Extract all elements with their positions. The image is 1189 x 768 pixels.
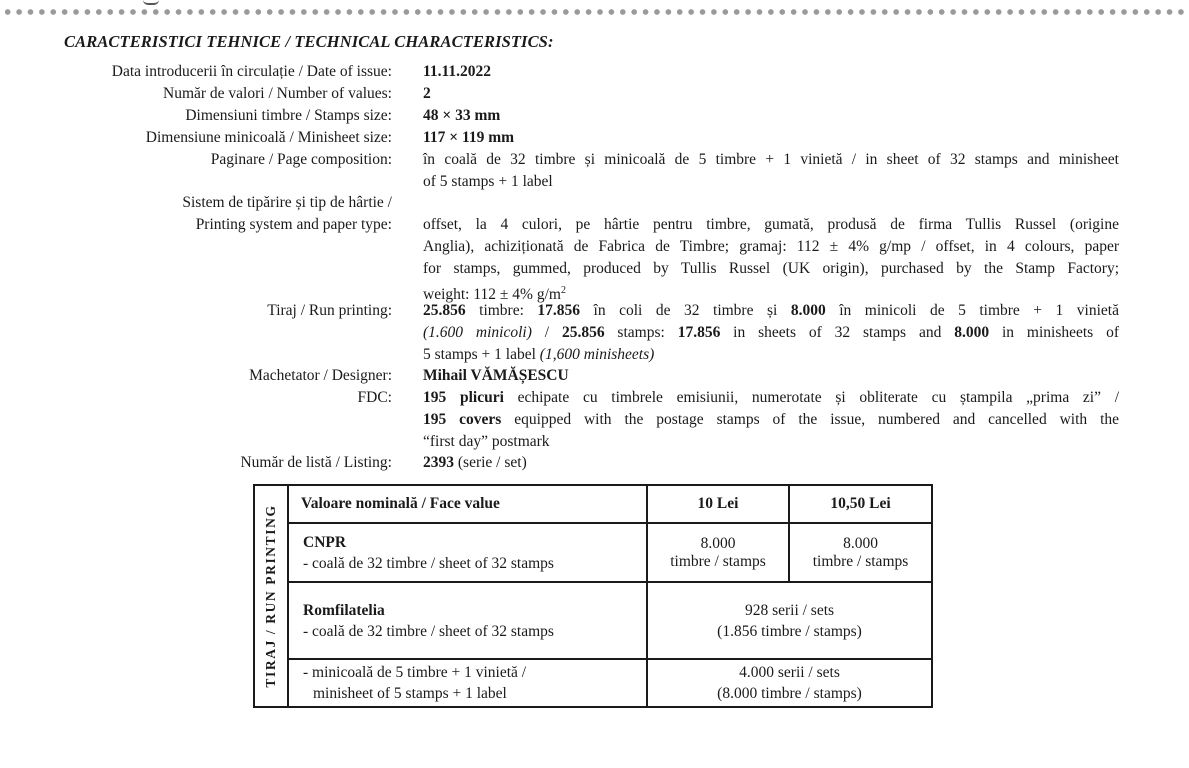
face-value-10-lei: 10 Lei xyxy=(647,485,789,523)
spec-label: Număr de listă / Listing: xyxy=(240,454,392,471)
side-label: TIRAJ / RUN PRINTING xyxy=(263,504,278,688)
run-minisheets: 8.000 xyxy=(954,324,990,341)
listing-number: 2393 xyxy=(423,454,454,471)
section-title: CARACTERISTICI TEHNICE / TECHNICAL CHARACTERISTICS: xyxy=(64,32,554,51)
spec-label: Dimensiuni timbre / Stamps size: xyxy=(185,107,392,124)
run-minisheets: 8.000 xyxy=(790,302,826,319)
superscript: 2 xyxy=(560,285,566,296)
spec-value: 48 × 33 mm xyxy=(423,107,501,124)
cnpr-title: CNPR xyxy=(303,533,347,551)
spec-value-line xyxy=(423,409,1119,431)
paper-weight: weight: 112 ± 4% g/m xyxy=(423,286,561,304)
cell-line: 928 serii / sets xyxy=(744,601,835,619)
minisheet-label-line: - minicoală de 5 timbre + 1 vinietă / xyxy=(303,664,527,681)
run-text: / xyxy=(531,324,562,341)
romfilatelia-title: Romfilatelia xyxy=(303,601,385,619)
fdc-count: 195 covers xyxy=(423,411,502,428)
cell-line: 8.000 xyxy=(843,534,878,552)
spec-value-line: for stamps, gummed, produced by Tullis Russel (UK origin), purchased by the Stamp Factory; xyxy=(423,260,1119,277)
cell-line: timbre / stamps xyxy=(670,552,766,570)
spec-value-line xyxy=(423,344,1119,366)
run-printing-grid xyxy=(253,484,933,708)
cnpr-subtitle: - coală de 32 timbre / sheet of 32 stamps xyxy=(303,554,554,572)
spec-label: Data introducerii în circulație / Date of issue: xyxy=(111,63,392,80)
spec-label: FDC: xyxy=(357,389,392,406)
face-value-10-50-lei: 10,50 Lei xyxy=(789,485,932,523)
spec-value-line xyxy=(423,300,1119,322)
run-total: 25.856 xyxy=(423,302,466,319)
spec-value-line: of 5 stamps + 1 label xyxy=(423,173,553,190)
run-sheets: 17.856 xyxy=(537,302,581,319)
run-text: 5 stamps + 1 label xyxy=(423,346,540,363)
spec-label: Număr de valori / Number of values: xyxy=(163,85,392,102)
romfilatelia-value-cell xyxy=(647,582,932,659)
cell-line: timbre / stamps xyxy=(812,552,909,570)
spec-value xyxy=(423,149,1119,193)
run-printing-table xyxy=(253,484,931,705)
spec-value-line: în coală de 32 timbre și minicoală de 5 timbre + 1 vinietă / in sheet of 32 stamps and minisheet xyxy=(423,151,1119,168)
cnpr-label-cell xyxy=(288,523,647,582)
spec-value-line xyxy=(423,387,1119,409)
table-row-romfilatelia xyxy=(254,582,932,659)
spec-value-line: Anglia), achiziționată de Fabrica de Timbre; gramaj: 112 ± 4% g/mp / offset, in 4 colours, paper xyxy=(423,238,1119,255)
run-minicoli: (1.600 minicoli) xyxy=(423,324,532,341)
table-row-minisheet xyxy=(254,659,932,707)
run-text: timbre: xyxy=(465,302,538,319)
run-minisheets-count: (1,600 minisheets) xyxy=(539,346,655,363)
spec-value: 2 xyxy=(423,85,431,102)
cnpr-10-50-lei-cell xyxy=(789,523,932,582)
run-text: în minicoli de 5 timbre + 1 vinietă xyxy=(825,302,1119,319)
spec-value xyxy=(423,452,1119,474)
spec-label: Machetator / Designer: xyxy=(249,367,392,384)
spec-label: Printing system and paper type: xyxy=(195,216,392,233)
spec-label: Sistem de tipărire și tip de hârtie / xyxy=(182,194,392,211)
spec-value-line: offset, la 4 culori, pe hârtie pentru timbre, gumată, produsă de firma Tullis Russel (origine xyxy=(423,216,1119,233)
listing-text: (serie / set) xyxy=(454,454,527,471)
table-row-cnpr xyxy=(254,523,932,582)
fdc-text: echipate cu timbrele emisiunii, numerotate și obliterate cu ștampila „prima zi” / xyxy=(503,389,1119,406)
fdc-count: 195 plicuri xyxy=(423,389,504,406)
table-header-row xyxy=(254,485,932,523)
cell-line: 4.000 serii / sets xyxy=(739,664,840,681)
page-fragment-mark xyxy=(143,0,159,5)
cell-line: (1.856 timbre / stamps) xyxy=(717,622,862,640)
side-label-cell xyxy=(254,485,288,707)
spec-value: Mihail VĂMĂȘESCU xyxy=(423,367,569,384)
cell-line: (8.000 timbre / stamps) xyxy=(717,685,862,702)
run-sheets: 17.856 xyxy=(677,324,721,341)
spec-label: Tiraj / Run printing: xyxy=(267,302,392,319)
run-text: in sheets of 32 stamps and xyxy=(720,324,955,341)
minisheet-value-cell xyxy=(647,659,932,707)
romfilatelia-label-cell xyxy=(288,582,647,659)
run-text: stamps: xyxy=(604,324,678,341)
fdc-text: equipped with the postage stamps of the issue, numbered and cancelled with the xyxy=(501,411,1120,428)
dotted-separator xyxy=(0,8,1189,16)
minisheet-label-cell xyxy=(288,659,647,707)
face-value-header: Valoare nominală / Face value xyxy=(288,485,647,523)
spec-value xyxy=(423,214,1119,306)
spec-value-line: “first day” postmark xyxy=(423,433,550,450)
run-text: in minisheets of xyxy=(989,324,1119,341)
spec-value xyxy=(423,387,1119,453)
run-total: 25.856 xyxy=(561,324,605,341)
spec-value: 11.11.2022 xyxy=(423,63,492,80)
spec-label: Paginare / Page composition: xyxy=(210,151,392,168)
spec-value-line xyxy=(423,322,1119,344)
spec-value: 117 × 119 mm xyxy=(423,129,515,146)
cnpr-10-lei-cell xyxy=(647,523,789,582)
spec-label: Dimensiune minicoală / Minisheet size: xyxy=(145,129,392,146)
run-text: în coli de 32 timbre și xyxy=(580,302,791,319)
spec-value xyxy=(423,300,1119,366)
minisheet-label-line: minisheet of 5 stamps + 1 label xyxy=(313,685,507,702)
romfilatelia-subtitle: - coală de 32 timbre / sheet of 32 stamps xyxy=(303,622,554,640)
cell-line: 8.000 xyxy=(700,534,736,552)
